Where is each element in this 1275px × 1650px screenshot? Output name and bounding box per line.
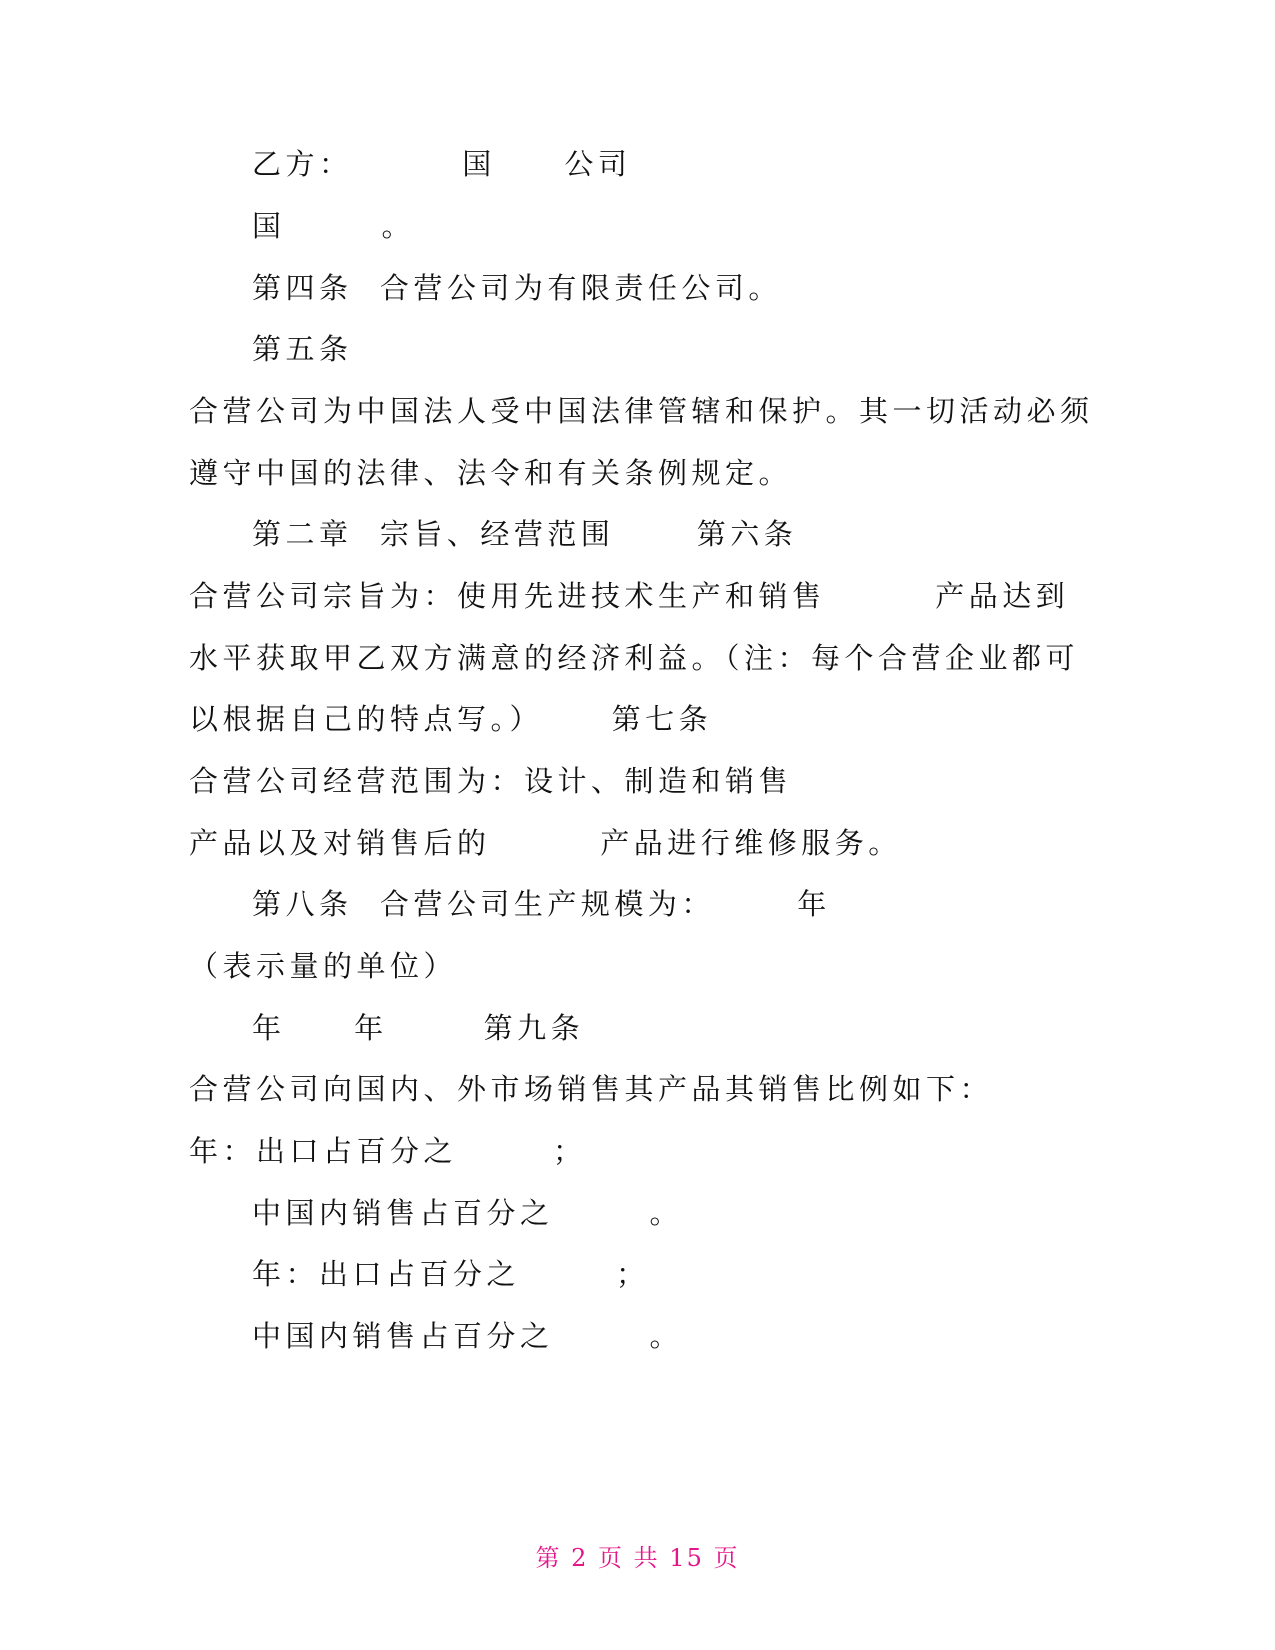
export-ratio-2: 年：出口占百分之 ； (252, 1257, 650, 1291)
article-9-text: 合营公司向国内、外市场销售其产品其销售比例如下： (189, 1072, 994, 1106)
article-6-text-1: 合营公司宗旨为：使用先进技术生产和销售 产品达到 (189, 579, 1070, 613)
years-article-9: 年 年 第九条 (252, 1011, 585, 1045)
article-5-heading: 第五条 (252, 332, 353, 366)
chapter-2-heading: 第二章 宗旨、经营范围 第六条 (252, 517, 798, 551)
article-5-text-2: 遵守中国的法律、法令和有关条例规定。 (189, 456, 793, 490)
article-8: 第八条 合营公司生产规模为： 年 (252, 887, 831, 921)
domestic-ratio-2: 中国内销售占百分之 。 (252, 1319, 684, 1353)
party-b-line: 乙方： 国 公司 (252, 147, 632, 181)
export-ratio-1: 年：出口占百分之 ； (189, 1134, 587, 1168)
article-7-text-2: 产品以及对销售后的 产品进行维修服务。 (189, 826, 902, 860)
page-number-footer: 第 2 页 共 15 页 (535, 1544, 740, 1572)
domestic-ratio-1: 中国内销售占百分之 。 (252, 1196, 684, 1230)
article-5-text-1: 合营公司为中国法人受中国法律管辖和保护。其一切活动必须 (189, 394, 1094, 428)
article-6-text-2: 水平获取甲乙双方满意的经济利益。（注：每个合营企业都可 (189, 641, 1080, 675)
article-7-text-1: 合营公司经营范围为：设计、制造和销售 (189, 764, 793, 798)
country-line: 国 。 (252, 209, 416, 243)
article-8-unit: （表示量的单位） (189, 949, 458, 983)
article-4: 第四条 合营公司为有限责任公司。 (252, 271, 782, 305)
article-6-text-3: 以根据自己的特点写。） 第七条 (189, 702, 713, 736)
